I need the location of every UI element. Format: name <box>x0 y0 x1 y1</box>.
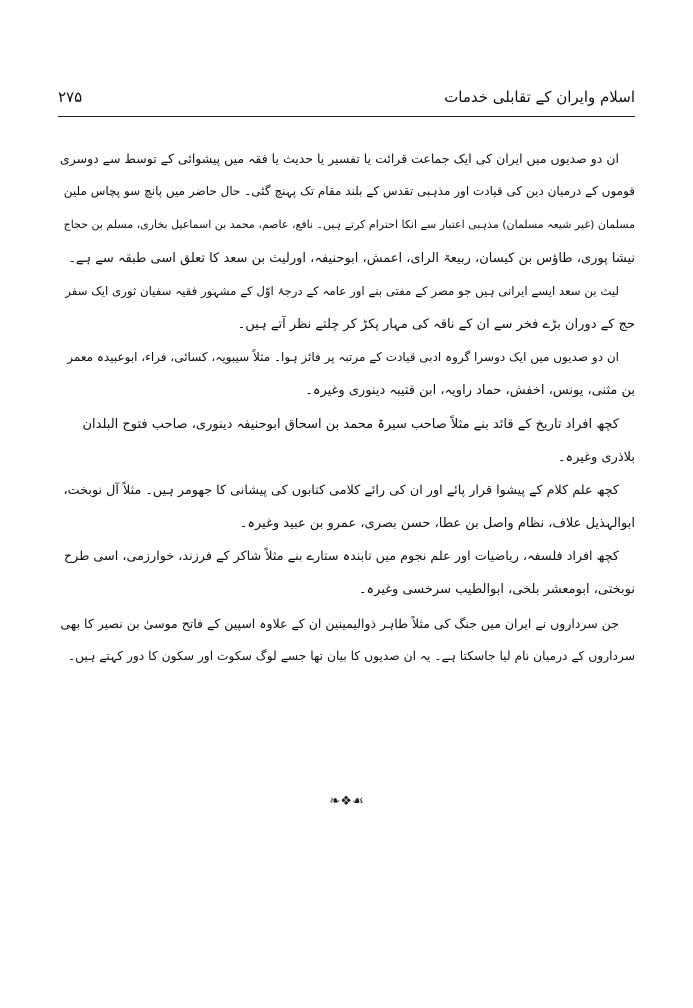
text-line: ان دو صدیوں میں ایران کی ایک جماعت قرائت یا تفسیر یا حدیث یا فقہ میں پیشوائی کے توسط سے دوسری <box>59 151 619 166</box>
text-line: کچھ افراد فلسفہ، ریاضیات اور علم نجوم میں تابندہ ستارے بنے مثلاً شاکر کے فرزند، خوارزمی، اسی طرح <box>63 549 619 565</box>
header-divider <box>58 116 635 117</box>
section-end-ornament: ❧❖☙ <box>329 794 364 809</box>
header-title: اسلام وایران کے تقابلی خدمات <box>444 88 635 106</box>
text-line: مسلمان (غیر شیعہ مسلمان) مذہبی اعتبار سے انکا احترام کرتے ہیں۔ نافع، عاصم، محمد بن اسماعیل بخاری، مسلم بن حجاج <box>63 218 635 232</box>
text-line: لیث بن سعد ایسے ایرانی ہیں جو مصر کے مفتی بنے اور عامہ کے درجۂ اوّل کے مشہور فقیہ سفیان ثوری ایک سفر <box>65 283 619 298</box>
text-line: کچھ افراد تاریخ کے قائد بنے مثلاً صاحب سیرۃ محمد بن اسحاق ابوحنیفہ دینوری، صاحب فتوح البلدان <box>82 416 619 432</box>
text-line: نیشا پوری، طاؤس بن کیسان، ربیعۃ الرای، اعمش، ابوحنیفہ، اورلیث بن سعد کا تعلق اسی طبقہ سے ہے۔ <box>68 250 635 266</box>
text-line: نوبختی، ابومعشر بلخی، ابوالطیب سرخسی وغیرہ۔ <box>358 582 635 598</box>
text-line: قوموں کے درمیان دین کی قیادت اور مذہبی تقدس کے بلند مقام تک پہنچ گئی۔ حال حاضر میں پانچ سو پچاس ملین <box>63 184 635 199</box>
text-line: کچھ علم کلام کے پیشوا قرار پائے اور ان کی رائے کلامی کتابوں کی پیشانی کا جھومر ہیں۔ مثلاً آل نوبخت، <box>63 482 619 498</box>
page-number: ۲۷۵ <box>58 88 83 106</box>
text-line: ابوالہذیل علاف، نظام واصل بن عطا، حسن بصری، عمرو بن عبید وغیرہ۔ <box>239 516 635 532</box>
text-line: جن سرداروں نے ایران میں جنگ کی مثلاً طاہر ذوالیمینین ان کے علاوہ اسپین کے فاتح موسیٰ بن نصیر کا بھی <box>60 615 619 631</box>
text-line: حج کے دوران بڑے فخر سے ان کے ناقہ کی مہار پکڑ کر چلتے نظر آتے ہیں۔ <box>237 316 635 332</box>
text-line: بن مثنی، یونس، اخفش، حماد راویہ، ابن قتیبہ دینوری وغیرہ۔ <box>305 383 635 399</box>
text-line: ان دو صدیوں میں ایک دوسرا گروہ ادبی قیادت کے مرتبہ پر فائز ہوا۔ مثلاً سیبویہ، کسائی، فراء، ابوعبیدہ معمر <box>67 350 619 365</box>
text-line: بلاذری وغیرہ۔ <box>557 449 635 465</box>
body-text <box>58 142 635 673</box>
text-line: سرداروں کے درمیان نام لیا جاسکتا ہے۔ یہ ان صدیوں کا بیان تھا جسے لوگ سکوت اور سکون کا دور کہتے ہیں۔ <box>67 648 635 663</box>
running-header <box>58 86 635 112</box>
